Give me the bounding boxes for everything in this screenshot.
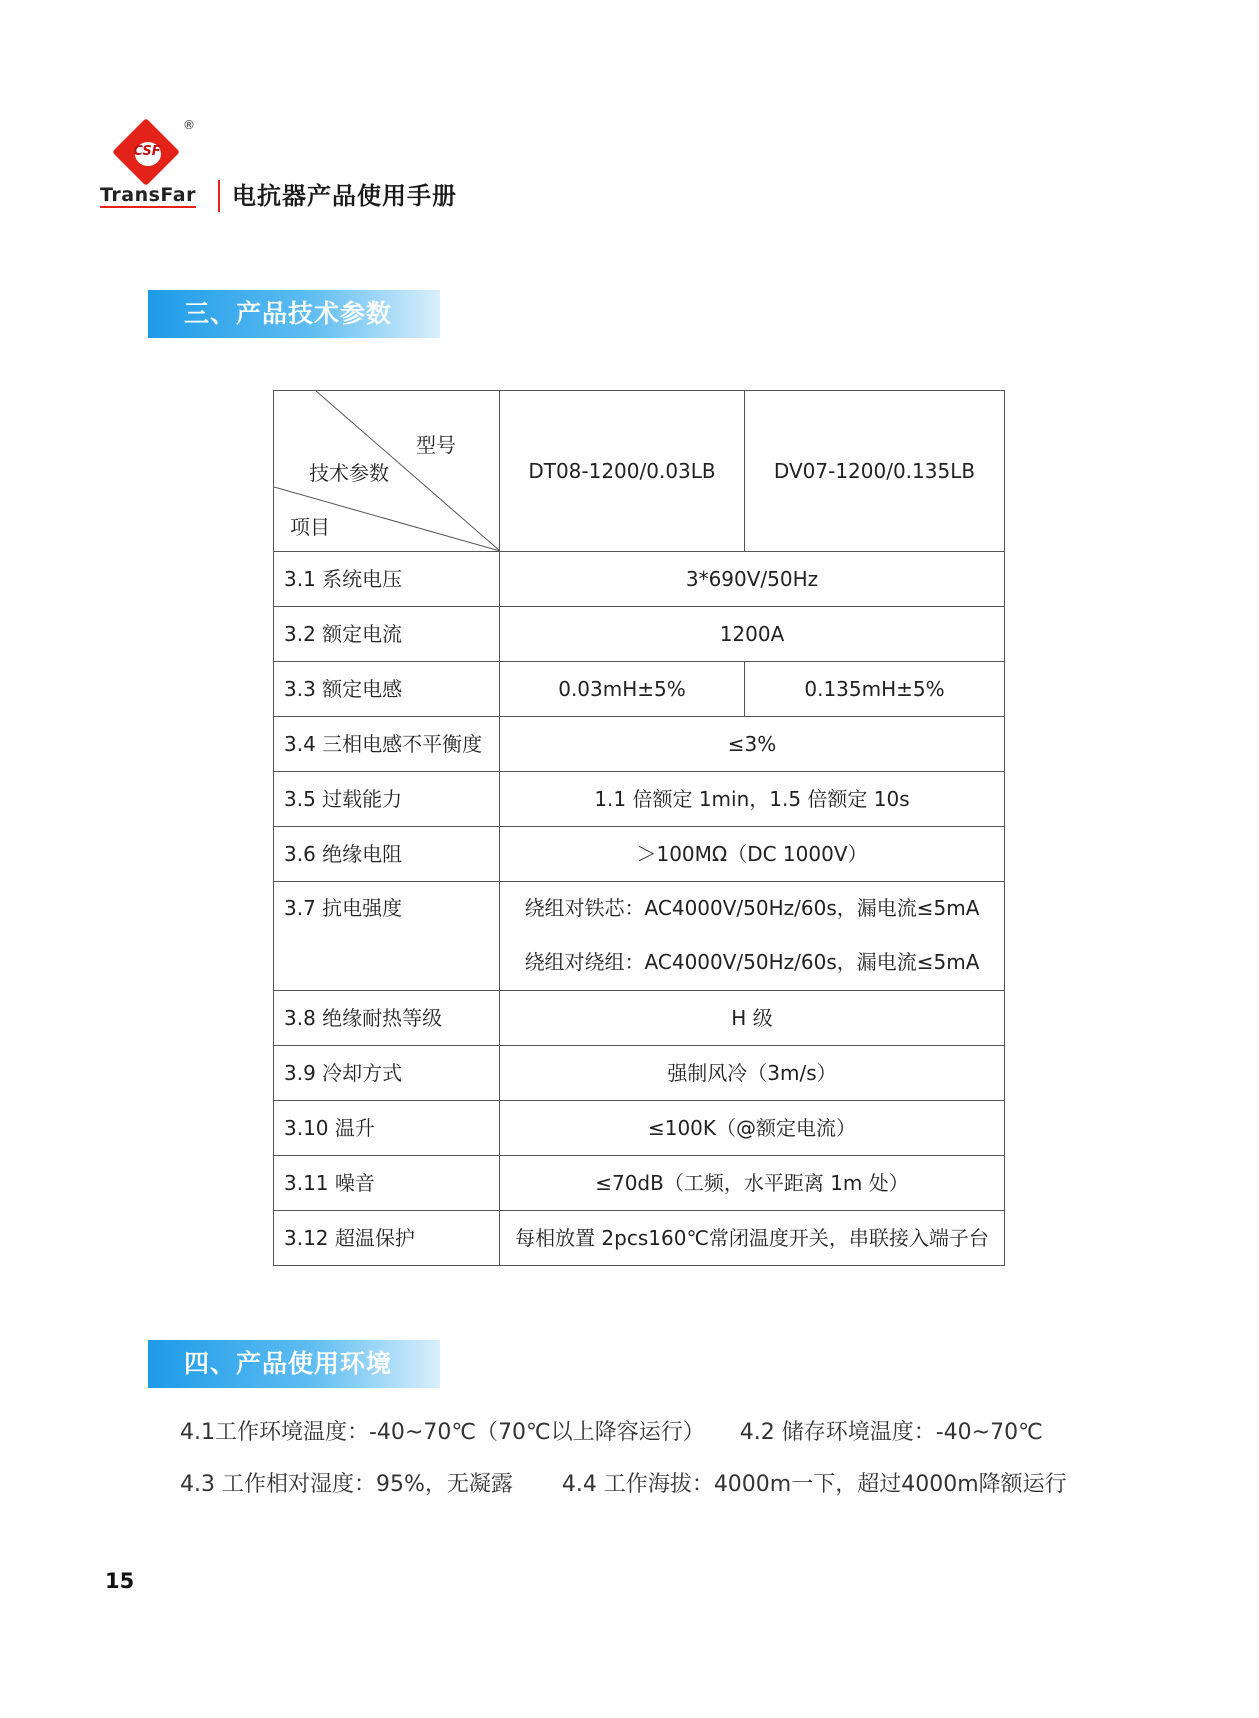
row-label: 3.11 噪音 [274, 1156, 500, 1211]
row-value: ≤3% [500, 717, 1005, 772]
page-number: 15 [105, 1569, 135, 1593]
section-4-title: 四、产品使用环境 [184, 1349, 393, 1378]
row-label: 3.10 温升 [274, 1101, 500, 1156]
section-4-banner [148, 1340, 440, 1388]
table-row [274, 662, 1005, 717]
table-header-row [274, 391, 1005, 552]
section-3-banner [148, 290, 440, 338]
table-row [274, 1101, 1005, 1156]
environment-line-1: 4.1工作环境温度：-40~70℃（70℃以上降容运行） 4.2 储存环境温度：-40~70℃ [180, 1420, 1043, 1445]
row-value: 每相放置 2pcs160℃常闭温度开关，串联接入端子台 [500, 1211, 1005, 1266]
row-value-line-1: 绕组对铁芯：AC4000V/50Hz/60s，漏电流≤5mA [524, 896, 980, 920]
row-value: H 级 [500, 991, 1005, 1046]
table-row [274, 552, 1005, 607]
row-value: 1.1 倍额定 1min，1.5 倍额定 10s [500, 772, 1005, 827]
row-label: 3.2 额定电流 [274, 607, 500, 662]
row-value-model-1: 0.03mH±5% [500, 662, 745, 717]
table-row [274, 717, 1005, 772]
row-value-model-2: 0.135mH±5% [745, 662, 1005, 717]
table-row [274, 991, 1005, 1046]
spec-table [273, 390, 1005, 1266]
logo-mark-text: CSF [133, 144, 161, 159]
row-value: ≤70dB（工频，水平距离 1m 处） [500, 1156, 1005, 1211]
model-header-1: DT08-1200/0.03LB [500, 391, 745, 552]
row-value: 1200A [500, 607, 1005, 662]
environment-line-2: 4.3 工作相对湿度：95%，无凝露 4.4 工作海拔：4000m一下，超过4000m降额运行 [180, 1472, 1067, 1497]
manual-title: 电抗器产品使用手册 [232, 182, 457, 210]
table-row [274, 607, 1005, 662]
row-label: 3.7 抗电强度 [284, 896, 403, 920]
row-value: ≤100K（@额定电流） [500, 1101, 1005, 1156]
row-label: 3.4 三相电感不平衡度 [274, 717, 500, 772]
corner-model-label: 型号 [416, 433, 456, 457]
row-value-cell [500, 882, 1005, 991]
row-label: 3.3 额定电感 [274, 662, 500, 717]
row-label: 3.6 绝缘电阻 [274, 827, 500, 882]
brand-name: TransFar [100, 184, 196, 206]
table-row [274, 1046, 1005, 1101]
row-label: 3.9 冷却方式 [274, 1046, 500, 1101]
registered-mark: ® [183, 118, 195, 132]
row-label: 3.1 系统电压 [274, 552, 500, 607]
row-value-line-2: 绕组对绕组：AC4000V/50Hz/60s，漏电流≤5mA [524, 950, 980, 974]
header-divider [218, 180, 220, 212]
row-value: ＞100MΩ（DC 1000V） [500, 827, 1005, 882]
row-label: 3.12 超温保护 [274, 1211, 500, 1266]
table-row [274, 1156, 1005, 1211]
row-value: 强制风冷（3m/s） [500, 1046, 1005, 1101]
section-3-title: 三、产品技术参数 [184, 299, 393, 328]
model-header-2: DV07-1200/0.135LB [745, 391, 1005, 552]
table-row [274, 772, 1005, 827]
transfar-logo [100, 118, 205, 218]
table-row [274, 827, 1005, 882]
row-value: 3*690V/50Hz [500, 552, 1005, 607]
row-label: 3.5 过载能力 [274, 772, 500, 827]
diagonal-header-cell [274, 391, 500, 552]
table-row [274, 882, 1005, 991]
row-label: 3.8 绝缘耐热等级 [274, 991, 500, 1046]
corner-item-label: 项目 [290, 515, 330, 539]
row-label-cell [274, 882, 500, 991]
table-row [274, 1211, 1005, 1266]
corner-param-label: 技术参数 [309, 461, 389, 485]
